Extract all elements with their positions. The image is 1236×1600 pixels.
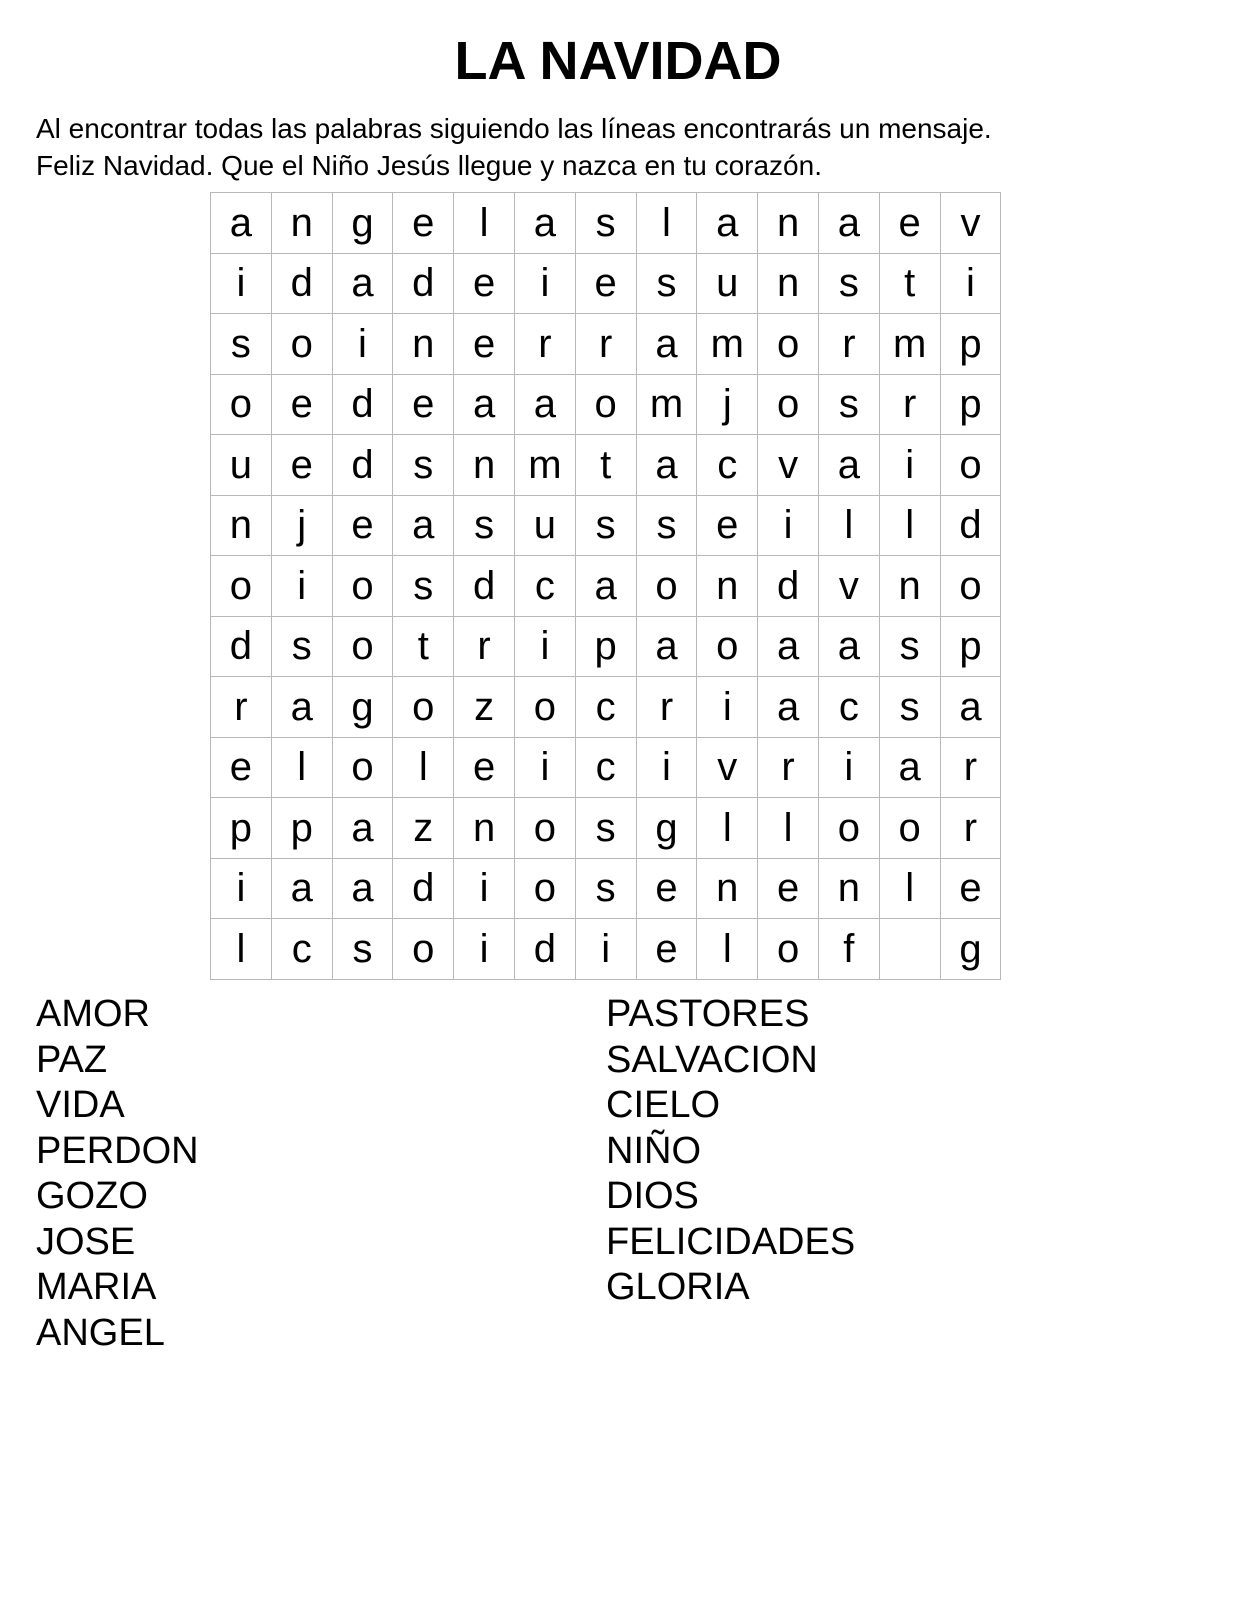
grid-cell: l	[211, 919, 272, 980]
grid-cell: o	[514, 858, 575, 919]
grid-cell: g	[332, 677, 393, 738]
grid-cell: a	[758, 616, 819, 677]
instructions-line: Feliz Navidad. Que el Niño Jesús llegue y nazca en tu corazón.	[36, 150, 822, 181]
grid-cell: o	[940, 556, 1001, 617]
grid-cell: a	[697, 193, 758, 254]
grid-cell: r	[514, 314, 575, 375]
grid-cell: s	[575, 858, 636, 919]
grid-cell: s	[271, 616, 332, 677]
grid-cell: j	[271, 495, 332, 556]
grid-cell: o	[697, 616, 758, 677]
grid-cell: a	[393, 495, 454, 556]
grid-cell: o	[818, 798, 879, 859]
grid-cell: a	[575, 556, 636, 617]
grid-cell: p	[211, 798, 272, 859]
grid-cell: o	[332, 616, 393, 677]
grid-cell: a	[636, 314, 697, 375]
word-list-item: PERDON	[36, 1129, 199, 1172]
grid-cell: e	[879, 193, 940, 254]
grid-row	[211, 858, 1001, 919]
grid-row	[211, 253, 1001, 314]
grid-cell: d	[332, 435, 393, 496]
grid-cell: i	[514, 737, 575, 798]
grid-cell: n	[211, 495, 272, 556]
grid-cell: o	[758, 919, 819, 980]
grid-cell: s	[879, 616, 940, 677]
grid-cell: r	[940, 737, 1001, 798]
grid-cell: l	[697, 798, 758, 859]
grid-cell: s	[636, 253, 697, 314]
grid-cell: a	[818, 616, 879, 677]
grid-cell: p	[940, 314, 1001, 375]
word-list-item: GOZO	[36, 1175, 148, 1217]
grid-cell: n	[758, 193, 819, 254]
word-list-item: GLORIA	[606, 1266, 750, 1308]
word-list-item: VIDA	[36, 1084, 125, 1126]
grid-cell: o	[575, 374, 636, 435]
grid-cell: a	[818, 435, 879, 496]
word-list-left	[36, 992, 199, 1356]
grid-cell: i	[332, 314, 393, 375]
grid-cell: m	[514, 435, 575, 496]
grid-cell: e	[697, 495, 758, 556]
word-list-item: NIÑO	[606, 1129, 701, 1172]
grid-cell: f	[818, 919, 879, 980]
grid-cell: n	[454, 435, 515, 496]
word-list-item: AMOR	[36, 993, 150, 1035]
grid-row	[211, 556, 1001, 617]
grid-cell: d	[514, 919, 575, 980]
grid-cell: d	[393, 253, 454, 314]
grid-cell: o	[636, 556, 697, 617]
grid-row	[211, 374, 1001, 435]
grid-cell: l	[697, 919, 758, 980]
grid-cell: g	[636, 798, 697, 859]
grid-cell: v	[758, 435, 819, 496]
grid-cell: i	[454, 919, 515, 980]
grid-cell: l	[818, 495, 879, 556]
grid-cell: r	[940, 798, 1001, 859]
grid-cell: t	[879, 253, 940, 314]
grid-cell: r	[758, 737, 819, 798]
grid-cell: l	[879, 495, 940, 556]
grid-cell: r	[818, 314, 879, 375]
grid-cell: s	[393, 435, 454, 496]
grid-cell: t	[393, 616, 454, 677]
grid-cell: o	[514, 798, 575, 859]
grid-cell: o	[332, 556, 393, 617]
grid-cell: g	[332, 193, 393, 254]
grid-cell: o	[211, 556, 272, 617]
grid-cell: e	[575, 253, 636, 314]
grid-cell: e	[271, 435, 332, 496]
grid-cell: j	[697, 374, 758, 435]
grid-cell: d	[211, 616, 272, 677]
grid-cell: d	[393, 858, 454, 919]
grid-cell: i	[879, 435, 940, 496]
grid-cell: a	[454, 374, 515, 435]
grid-cell: u	[697, 253, 758, 314]
grid-cell: a	[271, 677, 332, 738]
grid-cell: a	[940, 677, 1001, 738]
grid-row	[211, 616, 1001, 677]
grid-cell: t	[575, 435, 636, 496]
grid-cell: z	[454, 677, 515, 738]
grid-row	[211, 314, 1001, 375]
grid-cell: s	[575, 193, 636, 254]
grid-cell: i	[697, 677, 758, 738]
grid-cell: s	[818, 253, 879, 314]
instructions-line: Al encontrar todas las palabras siguiendo las líneas encontrarás un mensaje.	[36, 113, 992, 144]
grid-cell: d	[454, 556, 515, 617]
grid-cell: p	[575, 616, 636, 677]
grid-cell: n	[879, 556, 940, 617]
grid-cell: r	[879, 374, 940, 435]
grid-cell: n	[697, 556, 758, 617]
grid-cell: e	[393, 193, 454, 254]
grid-cell: d	[332, 374, 393, 435]
grid-row	[211, 919, 1001, 980]
grid-cell: i	[271, 556, 332, 617]
grid-cell: a	[879, 737, 940, 798]
grid-cell: n	[697, 858, 758, 919]
grid-cell: e	[454, 737, 515, 798]
word-search-grid	[210, 192, 1001, 980]
grid-cell: o	[758, 314, 819, 375]
grid-cell: p	[271, 798, 332, 859]
grid-cell: e	[636, 858, 697, 919]
instructions	[36, 110, 1216, 184]
grid-cell: l	[879, 858, 940, 919]
grid-cell: l	[454, 193, 515, 254]
grid-cell: i	[211, 253, 272, 314]
grid-cell: z	[393, 798, 454, 859]
grid-cell: o	[393, 919, 454, 980]
grid-cell: a	[818, 193, 879, 254]
grid-cell: e	[454, 253, 515, 314]
grid-row	[211, 798, 1001, 859]
grid-cell: a	[514, 193, 575, 254]
grid-cell: a	[514, 374, 575, 435]
grid-cell	[879, 919, 940, 980]
grid-cell: o	[879, 798, 940, 859]
grid-cell: a	[211, 193, 272, 254]
grid-cell: o	[758, 374, 819, 435]
grid-row	[211, 737, 1001, 798]
grid-cell: o	[393, 677, 454, 738]
grid-cell: o	[940, 435, 1001, 496]
grid-cell: d	[271, 253, 332, 314]
grid-cell: s	[393, 556, 454, 617]
grid-cell: r	[575, 314, 636, 375]
grid-cell: o	[271, 314, 332, 375]
grid-cell: e	[454, 314, 515, 375]
grid-cell: s	[636, 495, 697, 556]
grid-cell: p	[940, 374, 1001, 435]
word-list-item: ANGEL	[36, 1311, 165, 1354]
grid-cell: c	[575, 737, 636, 798]
grid-cell: s	[879, 677, 940, 738]
grid-cell: e	[758, 858, 819, 919]
grid-cell: i	[940, 253, 1001, 314]
grid-row	[211, 677, 1001, 738]
grid-cell: a	[636, 616, 697, 677]
grid-cell: m	[636, 374, 697, 435]
grid-cell: i	[575, 919, 636, 980]
grid-cell: e	[636, 919, 697, 980]
grid-cell: i	[514, 253, 575, 314]
grid-cell: i	[818, 737, 879, 798]
grid-cell: c	[818, 677, 879, 738]
grid-cell: n	[758, 253, 819, 314]
grid-cell: c	[575, 677, 636, 738]
grid-cell: c	[514, 556, 575, 617]
grid-cell: o	[332, 737, 393, 798]
grid-cell: i	[211, 858, 272, 919]
grid-cell: a	[332, 253, 393, 314]
word-list-item: SALVACION	[606, 1038, 818, 1081]
grid-cell: i	[636, 737, 697, 798]
grid-cell: s	[818, 374, 879, 435]
word-list-item: JOSE	[36, 1220, 136, 1263]
word-list-item: PASTORES	[606, 993, 810, 1035]
grid-cell: l	[636, 193, 697, 254]
word-list-item: CIELO	[606, 1084, 721, 1126]
grid-cell: p	[940, 616, 1001, 677]
grid-cell: e	[393, 374, 454, 435]
grid-cell: r	[211, 677, 272, 738]
grid-cell: e	[211, 737, 272, 798]
word-list-item: DIOS	[606, 1175, 699, 1217]
word-list-item: PAZ	[36, 1038, 108, 1081]
grid-cell: r	[454, 616, 515, 677]
grid-cell: l	[393, 737, 454, 798]
page-title: LA NAVIDAD	[454, 31, 782, 91]
grid-cell: u	[514, 495, 575, 556]
word-list-right	[606, 992, 855, 1311]
grid-cell: e	[940, 858, 1001, 919]
word-list-item: MARIA	[36, 1266, 157, 1308]
grid-cell: n	[393, 314, 454, 375]
grid-cell: o	[211, 374, 272, 435]
grid-cell: d	[758, 556, 819, 617]
grid-cell: s	[454, 495, 515, 556]
grid-cell: a	[332, 858, 393, 919]
grid-cell: a	[332, 798, 393, 859]
grid-cell: n	[818, 858, 879, 919]
grid-cell: l	[758, 798, 819, 859]
grid-cell: l	[271, 737, 332, 798]
grid-cell: d	[940, 495, 1001, 556]
grid-cell: i	[514, 616, 575, 677]
grid-cell: i	[454, 858, 515, 919]
grid-cell: a	[758, 677, 819, 738]
grid-cell: n	[271, 193, 332, 254]
grid-cell: v	[697, 737, 758, 798]
grid-cell: i	[758, 495, 819, 556]
grid-cell: v	[940, 193, 1001, 254]
grid-cell: o	[514, 677, 575, 738]
grid-cell: v	[818, 556, 879, 617]
grid-cell: e	[271, 374, 332, 435]
grid-cell: n	[454, 798, 515, 859]
grid-cell: a	[271, 858, 332, 919]
grid-row	[211, 193, 1001, 254]
grid-cell: s	[332, 919, 393, 980]
grid-cell: m	[879, 314, 940, 375]
grid-cell: u	[211, 435, 272, 496]
grid-row	[211, 435, 1001, 496]
word-list-item: FELICIDADES	[606, 1220, 856, 1263]
grid-cell: e	[332, 495, 393, 556]
grid-cell: c	[697, 435, 758, 496]
grid-cell: a	[636, 435, 697, 496]
grid-cell: m	[697, 314, 758, 375]
grid-cell: r	[636, 677, 697, 738]
grid-cell: c	[271, 919, 332, 980]
grid-cell: s	[575, 798, 636, 859]
grid-cell: s	[575, 495, 636, 556]
grid-cell: g	[940, 919, 1001, 980]
grid-row	[211, 495, 1001, 556]
grid-cell: s	[211, 314, 272, 375]
